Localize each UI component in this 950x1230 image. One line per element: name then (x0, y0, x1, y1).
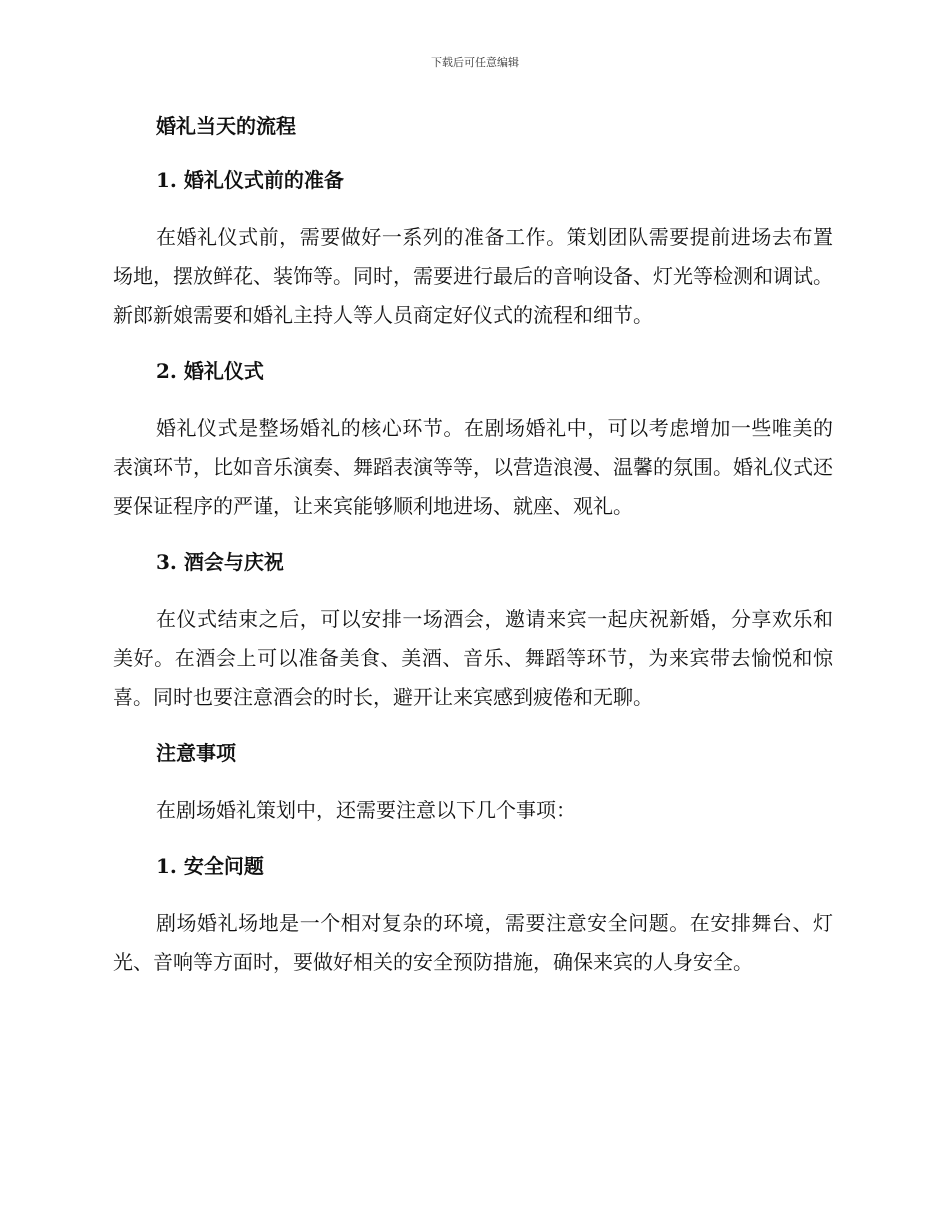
paragraph-safety: 剧场婚礼场地是一个相对复杂的环境，需要注意安全问题。在安排舞台、灯光、音响等方面时，要做好相关的安全预防措施，确保来宾的人身安全。 (113, 911, 833, 974)
subheading-safety: 1. 安全问题 (156, 854, 264, 878)
paragraph-pre-ceremony-prep: 在婚礼仪式前，需要做好一系列的准备工作。策划团队需要提前进场去布置场地，摆放鲜花、装饰等。同时，需要进行最后的音响设备、灯光等检测和调试。新郎新娘需要和婚礼主持人等人员商定好仪式的流程和细节。 (113, 225, 833, 327)
document-body (113, 110, 833, 1002)
paragraph-notes-intro: 在剧场婚礼策划中，还需要注意以下几个事项： (156, 798, 576, 822)
subheading-ceremony: 2. 婚礼仪式 (156, 359, 264, 383)
paragraph-reception: 在仪式结束之后，可以安排一场酒会，邀请来宾一起庆祝新婚，分享欢乐和美好。在酒会上可以准备美食、美酒、音乐、舞蹈等环节，为来宾带去愉悦和惊喜。同时也要注意酒会的时长，避开让来宾感到疲倦和无聊。 (113, 607, 833, 709)
header-note: 下载后可任意编辑 (431, 56, 519, 69)
subheading-reception: 3. 酒会与庆祝 (156, 550, 284, 574)
subheading-pre-ceremony-prep: 1. 婚礼仪式前的准备 (156, 168, 344, 192)
section-title-wedding-day-flow: 婚礼当天的流程 (156, 114, 296, 138)
section-title-notes: 注意事项 (156, 741, 236, 765)
paragraph-ceremony: 婚礼仪式是整场婚礼的核心环节。在剧场婚礼中，可以考虑增加一些唯美的表演环节，比如音乐演奏、舞蹈表演等等，以营造浪漫、温馨的氛围。婚礼仪式还要保证程序的严谨，让来宾能够顺利地进场、就座、观礼。 (113, 416, 833, 518)
